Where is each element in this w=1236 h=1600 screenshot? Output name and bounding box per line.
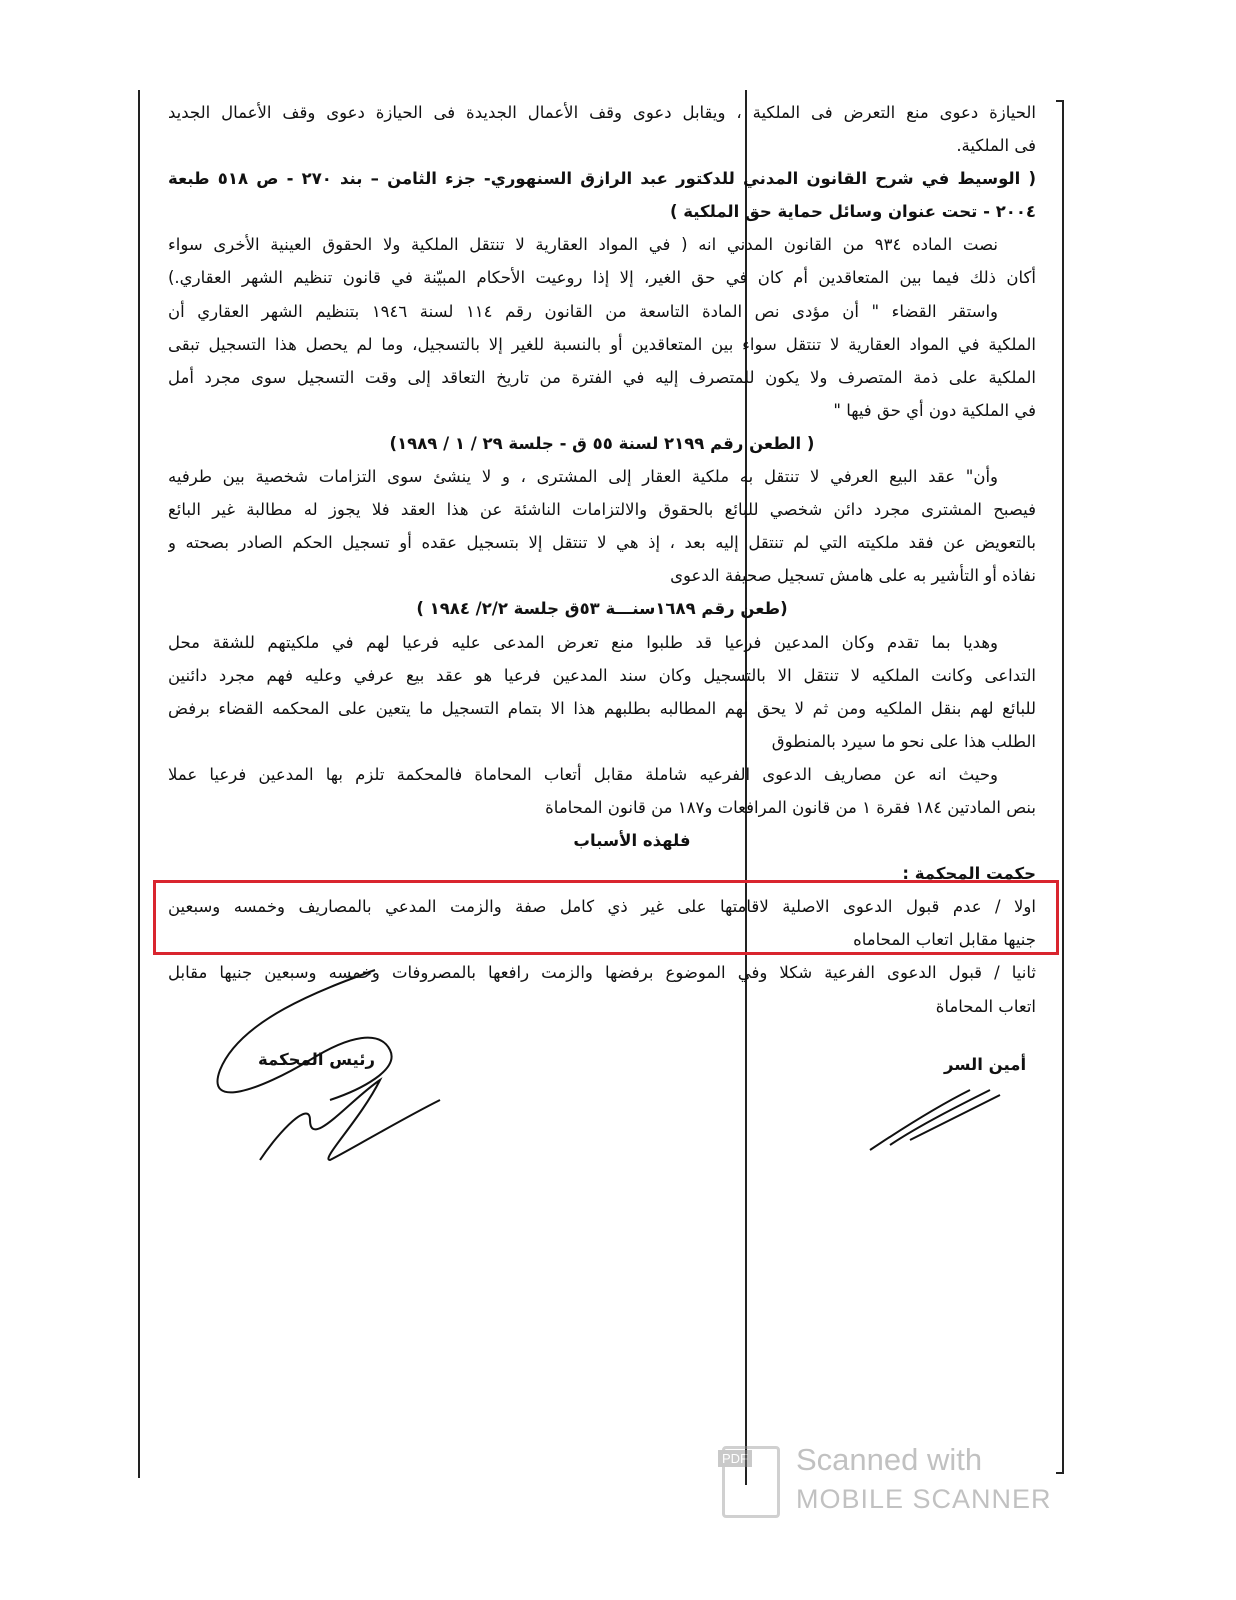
text-line: للبائع لهم بنقل الملكيه ومن ثم لا يحق لهم المطالبه بطلبهم هذا الا بتمام التسجيل ما يتعين على المحكمه القضاء برفض [168, 698, 1036, 718]
text-line: فيصبح المشترى مجرد دائن شخصي للبائع بالحقوق والالتزامات الناشئة عن هذا العقد فلا يجوز له مطالبة غير البائع [168, 500, 1036, 520]
text-line: نفاذه أو التأشير به على هامش تسجيل صحيفة الدعوى [670, 566, 1036, 586]
text-line: واستقر القضاء " أن مؤدى نص المادة التاسعة من القانون رقم ١١٤ لسنة ١٩٤٦ بتنظيم الشهر العقاري أن [168, 301, 998, 321]
verdict-highlight-box [153, 880, 1059, 955]
scanner-watermark [718, 1440, 1068, 1525]
text-line: في الملكية دون أي حق فيها " [833, 400, 1036, 420]
text-line: الملكية في المواد العقارية لا تنتقل سواء بين المتعاقدين أو بالنسبة للغير إلا بالتسجيل، وما لم يحصل هذا التسجيل تبقى [168, 334, 1036, 354]
text-line: الطلب هذا على نحو ما سيرد بالمنطوق [771, 731, 1036, 751]
text-line: الملكية على ذمة المتصرف ولا يكون للمتصرف إليه في الفترة من تاريخ التعاقد إلى وقت التسجيل سوى مجرد أمل [168, 367, 1036, 387]
text-line: وأن" عقد البيع العرفي لا تنتقل به ملكية العقار إلى المشترى ، و لا ينشئ سوى التزامات شخصية بين طرفيه [168, 467, 998, 487]
watermark-line-1: Scanned with [796, 1442, 983, 1477]
citation-line: ( الوسيط في شرح القانون المدني للدكتور عبد الرازق السنهوري- جزء الثامن – بند ٢٧٠ - ص ٥١٨ طبعة [168, 169, 1036, 189]
page-left-border [138, 90, 140, 1478]
verdict-heading: حكمت المحكمة : [902, 864, 1036, 884]
text-line: التداعى وكانت الملكيه لا تنتقل الا بالتسجيل وكان سند المدعين فرعيا هو عقد بيع عرفي وعليه فهم مجرد دائنين [168, 665, 1036, 685]
appeal-citation: (طعن رقم ١٦٨٩سنـــة ٥٣ق جلسة ٢/٢/ ١٩٨٤ ) [416, 599, 788, 619]
page-right-bracket [1056, 100, 1064, 1474]
reasons-heading: فلهذه الأسباب [573, 831, 691, 851]
judge-signature [200, 960, 460, 1190]
text-line: أكان ذلك فيما بين المتعاقدين أم كان في حق الغير، إلا إذا روعيت الأحكام المبيّنة في قانون تنظيم الشهر العقاري.) [168, 268, 1036, 288]
clerk-signature [860, 1080, 1020, 1160]
appeal-citation: ( الطعن رقم ٢١٩٩ لسنة ٥٥ ق - جلسة ٢٩ / ١ / ١٩٨٩) [389, 433, 815, 453]
clerk-signature-label: أمين السر [944, 1055, 1027, 1074]
verdict-item-1: اولا / عدم قبول الدعوى الاصلية لاقامتها على غير ذي كامل صفة والزمت المدعي بالمصاريف وخمسه وسبعين [168, 897, 1036, 917]
pdf-badge: PDF [718, 1450, 752, 1467]
text-line: الحيازة دعوى منع التعرض فى الملكية ، ويقابل دعوى وقف الأعمال الجديدة فى الحيازة دعوى وقف الأعمال الجديد [168, 103, 1036, 122]
verdict-item-2-cont: اتعاب المحاماة [935, 996, 1036, 1016]
text-line: فى الملكية. [956, 136, 1036, 156]
verdict-item-1-cont: جنيها مقابل اتعاب المحاماه [853, 930, 1036, 950]
text-line: بالتعويض عن فقد ملكيته التي لم تنتقل إليه بعد ، إذ هي لا تنتقل إلا بتسجيل عقده أو تسجيل الحكم الصادر بصحته و [168, 533, 1036, 553]
watermark-line-2: MOBILE SCANNER [796, 1484, 1052, 1514]
text-line: وحيث انه عن مصاريف الدعوى الفرعيه شاملة مقابل أتعاب المحاماة فالمحكمة تلزم بها المدعين فرعيا عملا [168, 764, 998, 784]
citation-line: ٢٠٠٤ - تحت عنوان وسائل حماية حق الملكية ) [670, 202, 1036, 222]
verdict-item-2: ثانيا / قبول الدعوى الفرعية شكلا وفي الموضوع برفضها والزمت رافعها بالمصروفات وخمسه وسبعين جنيها مقابل [168, 963, 1036, 983]
text-line: وهديا بما تقدم وكان المدعين فرعيا قد طلبوا منع تعرض المدعى عليه فرعيا لهم في ملكيتهم للشقة محل [168, 632, 998, 652]
text-line: بنص المادتين ١٨٤ فقرة ١ من قانون المرافعات و١٨٧ من قانون المحاماة [545, 797, 1036, 817]
judge-signature-label: رئيس المحكمة [258, 1050, 375, 1069]
text-line: نصت الماده ٩٣٤ من القانون المدني انه ( في المواد العقارية لا تنتقل الملكية ولا الحقوق العينية الأخرى سواء [168, 235, 998, 255]
